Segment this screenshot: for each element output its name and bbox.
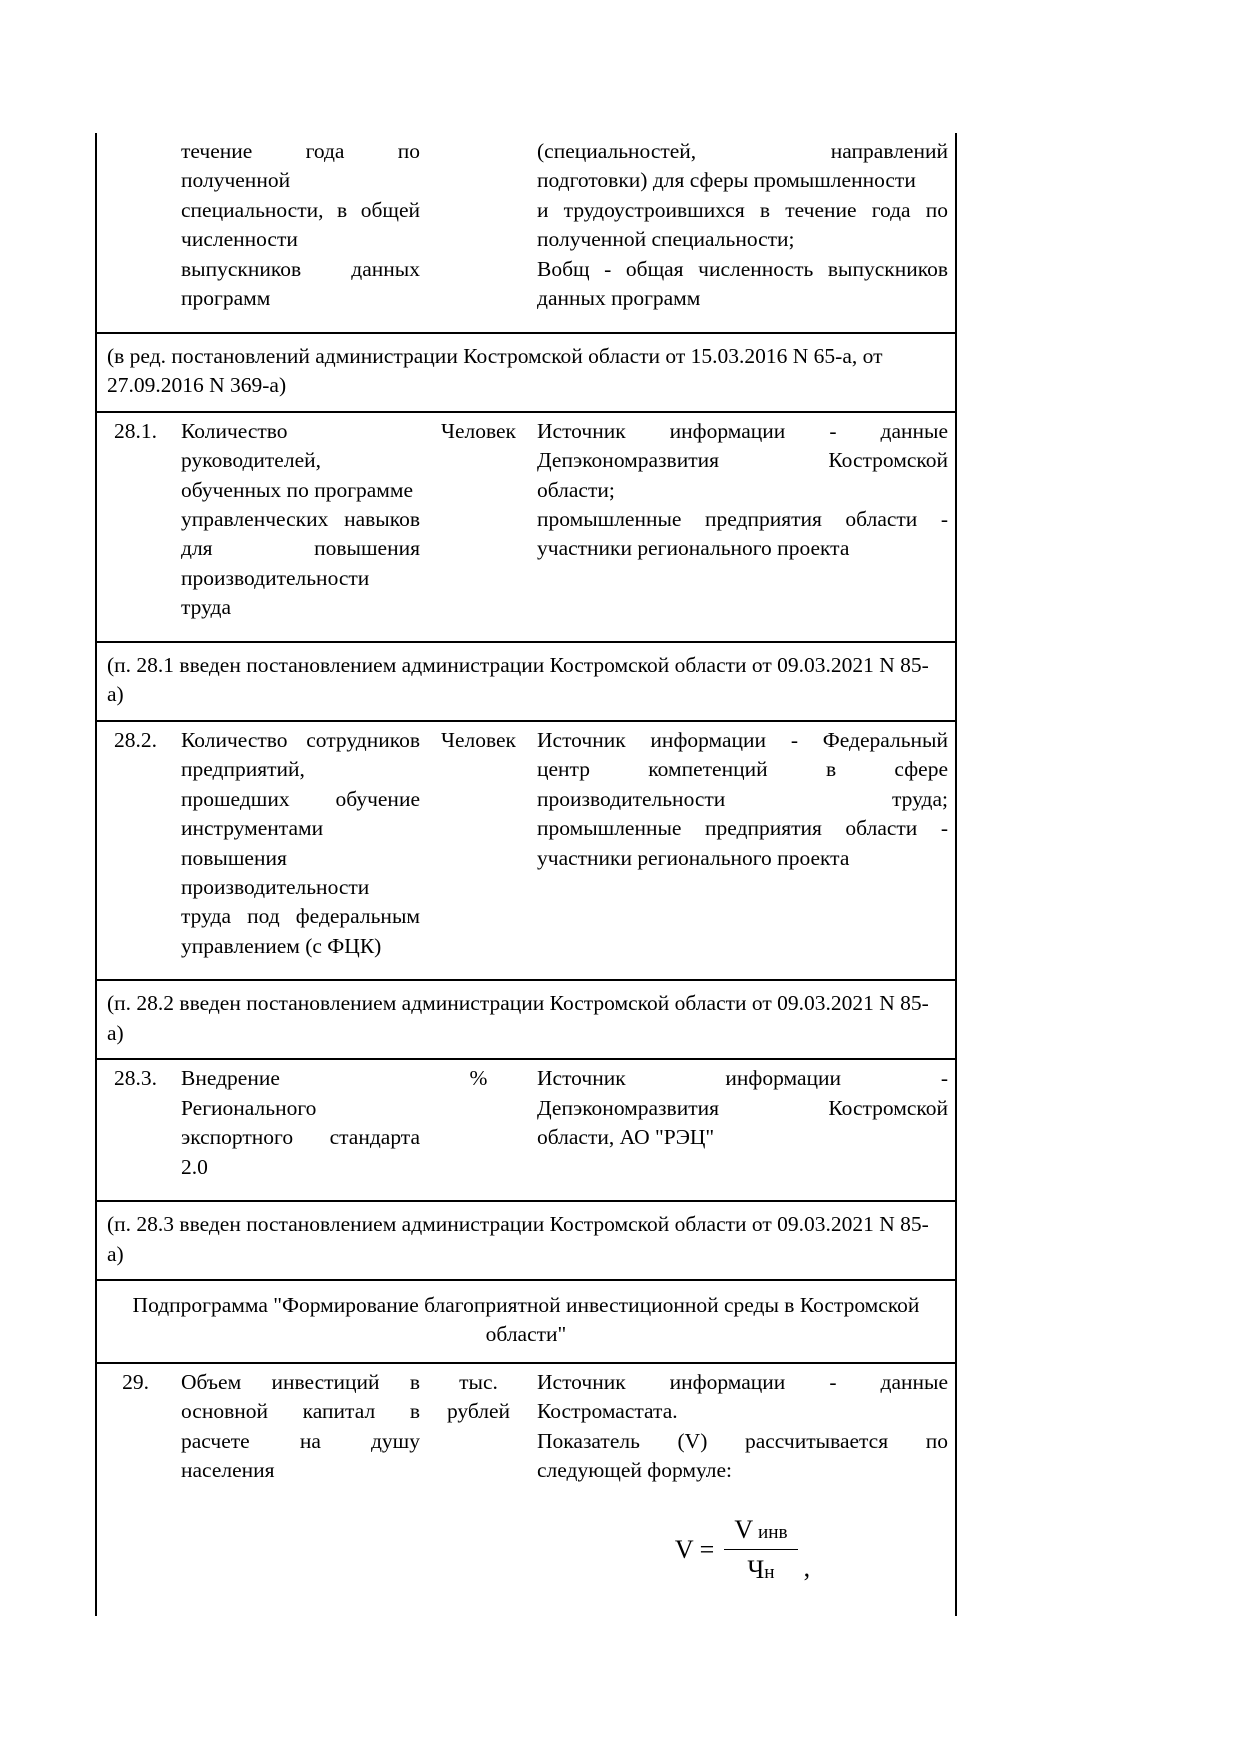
text-line: центр компетенций в сфере [537, 757, 948, 782]
amendment-note-row [96, 333, 956, 412]
amendment-note: (п. 28.3 введен постановлением администрации Костромской области от 09.03.2021 N 85-а) [96, 1201, 956, 1280]
row-number-cell [96, 133, 174, 333]
row-number-cell: 29. [122, 1369, 149, 1394]
indicator-name-cell [174, 721, 427, 981]
unit-cell: % [469, 1066, 488, 1091]
amendment-note: (п. 28.1 введен постановлением администрации Костромской области от 09.03.2021 N 85-а) [96, 642, 956, 721]
indicator-name-cell [174, 1059, 427, 1201]
subprogram-header-row [96, 1280, 956, 1363]
text-line: производительности [181, 874, 370, 899]
table-row [96, 133, 956, 333]
subprogram-title: Подпрограмма "Формирование благоприятной инвестиционной среды в Костромской области" [96, 1280, 956, 1363]
text-line: руководителей, [181, 448, 321, 473]
text-line: (специальностей, направлений [537, 139, 948, 163]
source-cell [530, 1059, 956, 1201]
text-line: промышленные предприятия области - [537, 506, 948, 531]
row-number-cell: 28.1. [114, 418, 157, 443]
row-number-cell: 28.3. [114, 1066, 157, 1091]
indicator-name-cell [174, 133, 427, 333]
text-line: Показатель (V) рассчитывается по [537, 1428, 948, 1453]
text-line: Источник информации - данные [537, 418, 948, 443]
text-line: труда [181, 595, 232, 620]
text-line: области, АО "РЭЦ" [537, 1125, 715, 1150]
text-line: обученных по программе [181, 477, 414, 502]
text-line: для повышения [181, 536, 420, 561]
text-line: специальности, в общей [181, 197, 420, 222]
source-cell [530, 721, 956, 981]
text-line: Внедрение [181, 1066, 280, 1091]
text-line: течение года по [181, 139, 420, 163]
formula-numerator [724, 1512, 797, 1551]
text-line: Источник информации - [537, 1066, 948, 1091]
amendment-note: (в ред. постановлений администрации Костромской области от 15.03.2016 N 65-а, от 27.09.2016 N 369-а) [96, 333, 956, 412]
unit-cell [427, 133, 530, 333]
text-line: выпускников данных [181, 256, 420, 281]
source-cell [530, 1363, 956, 1616]
text-line: программ [181, 286, 271, 311]
text-line: Депэкономразвития Костромской [537, 448, 948, 473]
text-line: инструментами [181, 816, 324, 841]
text-line: Костромастата. [537, 1399, 678, 1424]
text-line: участники регионального проекта [537, 536, 850, 561]
formula-trailing-comma: , [803, 1553, 811, 1583]
formula-numerator-sub: инв [753, 1521, 788, 1543]
text-line: данных программ [537, 286, 701, 311]
amendment-note-row [96, 1201, 956, 1280]
text-line: производительности труда; [537, 786, 948, 811]
table-row [96, 1059, 956, 1201]
text-line: Регионального [181, 1095, 317, 1120]
table-row [96, 412, 956, 642]
indicator-name-cell [174, 412, 427, 642]
text-line: повышения [181, 845, 287, 870]
text-line: и трудоустроившихся в течение года по [537, 197, 948, 222]
text-line: Вобщ - общая численность выпускников [537, 256, 948, 281]
text-line: рублей [446, 1399, 511, 1424]
amendment-note-row [96, 642, 956, 721]
amendment-note-row [96, 980, 956, 1059]
source-cell [530, 412, 956, 642]
formula-block [537, 1512, 948, 1588]
formula-fraction [724, 1512, 797, 1588]
text-line: полученной специальности; [537, 227, 795, 252]
formula-denominator-sub: н [764, 1562, 775, 1584]
text-line: Депэкономразвития Костромской [537, 1095, 948, 1120]
formula-denominator-main: Ч [747, 1555, 765, 1585]
formula-numerator-main: V [734, 1514, 754, 1544]
text-line: подготовки) для сферы промышленности [537, 168, 916, 193]
table-row [96, 721, 956, 981]
unit-cell [427, 1363, 530, 1616]
source-cell [530, 133, 956, 333]
text-line: производительности [181, 565, 370, 590]
text-line: прошедших обучение [181, 786, 420, 811]
text-line: следующей формуле: [537, 1458, 733, 1483]
indicator-name-cell [174, 1363, 427, 1616]
text-line: промышленные предприятия области - [537, 816, 948, 841]
text-line: населения [181, 1458, 275, 1483]
text-line: полученной [181, 168, 291, 193]
formula-denominator [737, 1550, 784, 1588]
text-line: Источник информации - данные [537, 1369, 948, 1394]
text-line: области; [537, 477, 615, 502]
text-line: основной капитал в [181, 1399, 420, 1424]
text-line: расчете на душу [181, 1428, 420, 1453]
text-line: Количество сотрудников [181, 727, 420, 752]
text-line: 2.0 [181, 1154, 208, 1179]
table-row [96, 1363, 956, 1616]
text-line: экспортного стандарта [181, 1125, 420, 1150]
indicators-table [95, 133, 957, 1616]
text-line: труда под федеральным [181, 904, 420, 929]
text-line: участники регионального проекта [537, 845, 850, 870]
text-line: численности [181, 227, 298, 252]
amendment-note: (п. 28.2 введен постановлением администрации Костромской области от 09.03.2021 N 85-а) [96, 980, 956, 1059]
text-line: Объем инвестиций в [181, 1369, 420, 1394]
text-line: тыс. [459, 1369, 498, 1394]
unit-cell: Человек [440, 727, 516, 752]
formula-lhs: V = [674, 1534, 715, 1564]
text-line: Количество [181, 418, 288, 443]
text-line: управленческих навыков [181, 506, 420, 531]
unit-cell: Человек [440, 418, 516, 443]
text-line: Источник информации - Федеральный [537, 727, 948, 752]
text-line: предприятий, [181, 757, 305, 782]
text-line: управлением (с ФЦК) [181, 933, 382, 958]
row-number-cell: 28.2. [114, 727, 157, 752]
